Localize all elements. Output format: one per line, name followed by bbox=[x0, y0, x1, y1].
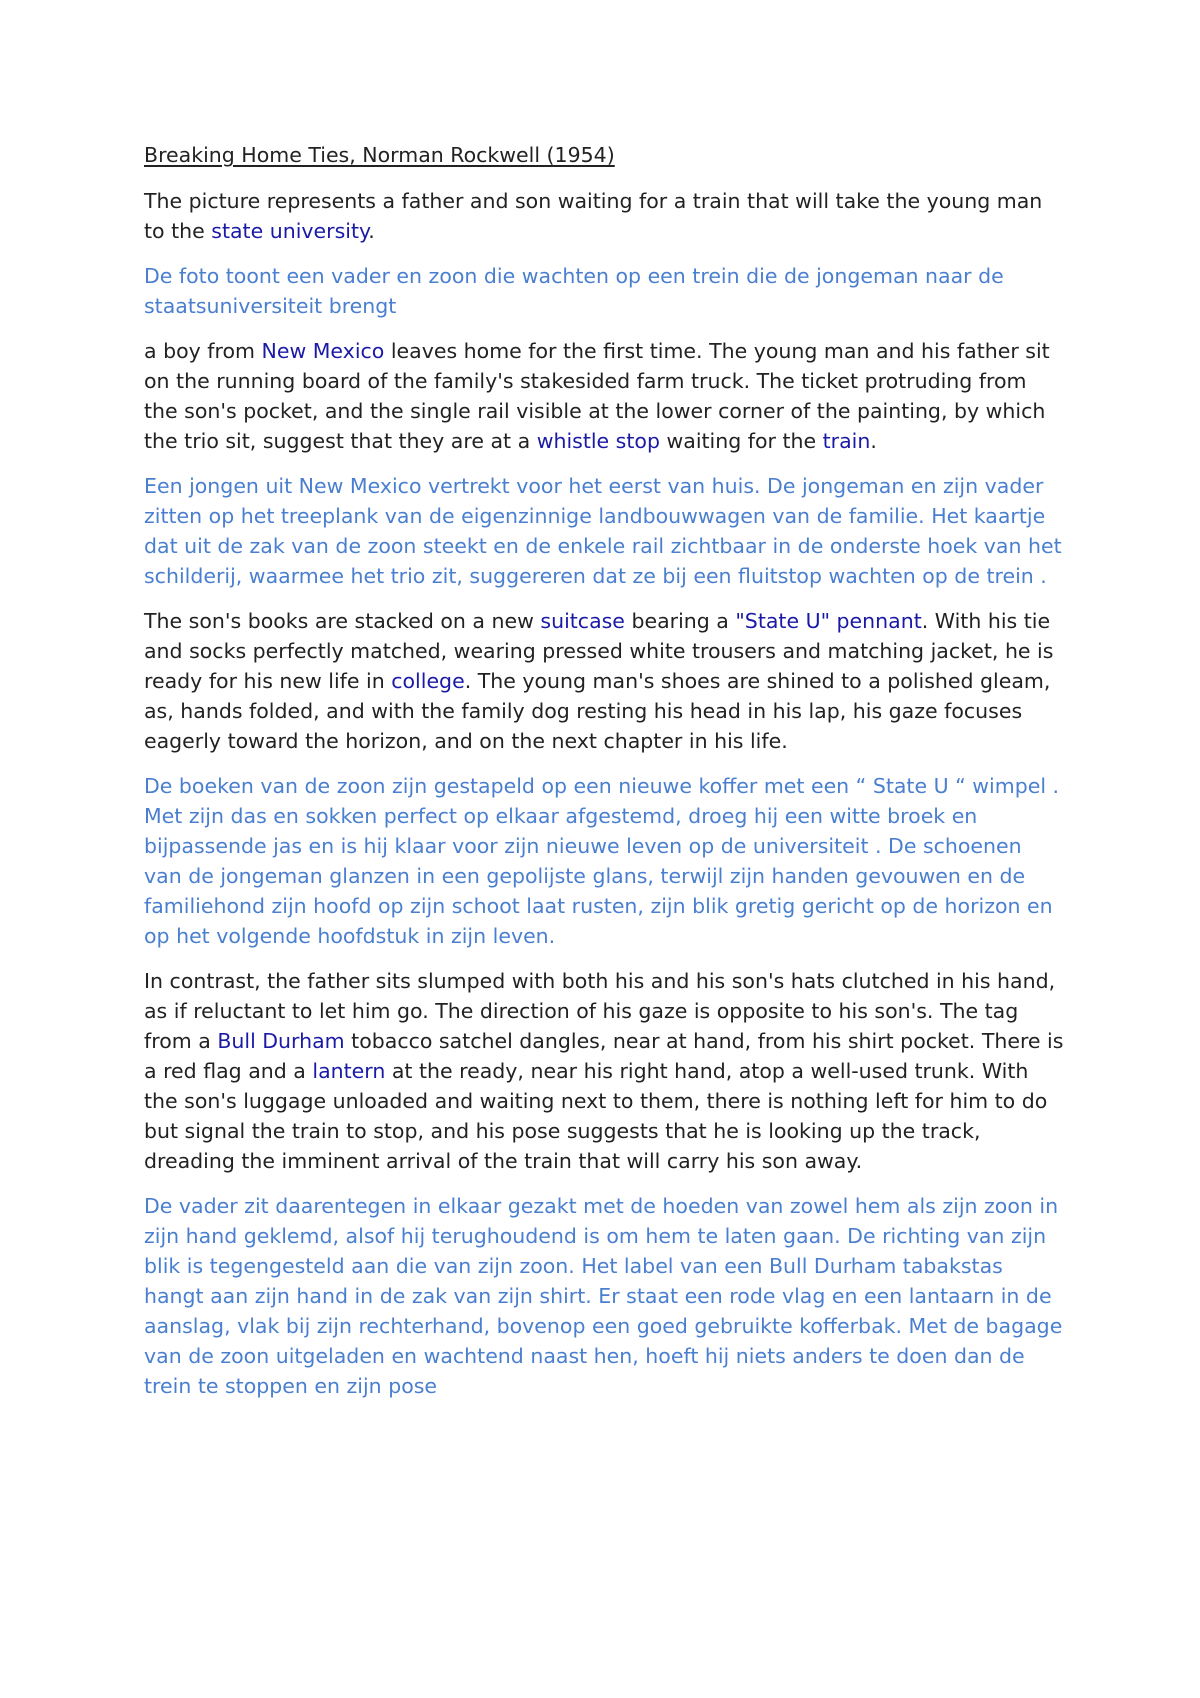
link-suitcase[interactable]: suitcase bbox=[540, 609, 625, 633]
document-title: Breaking Home Ties, Norman Rockwell (1954) bbox=[144, 143, 615, 167]
paragraph-nl-3: De boeken van de zoon zijn gestapeld op een nieuwe koffer met een “ State U “ wimpel . Met zijn das en sokken perfect op elkaar afgestemd, droeg hij een witte broek en bijpassende jas en is hij klaar voor zijn nieuwe leven op de universiteit . De schoenen van de jongeman glanzen in een gepolijste glans, terwijl zijn handen gevouwen en de familiehond zijn hoofd op zijn schoot laat rusten, zijn blik gretig gericht op de horizon en op het volgende hoofdstuk in zijn leven. bbox=[144, 774, 1060, 948]
text-span: The son's books are stacked on a new bbox=[144, 609, 541, 633]
link-lantern[interactable]: lantern bbox=[312, 1059, 386, 1083]
link-college[interactable]: college bbox=[391, 669, 465, 693]
document-page bbox=[144, 140, 1064, 1416]
paragraph-en-3 bbox=[144, 606, 1064, 756]
text-span: bearing a bbox=[624, 609, 736, 633]
link-new-mexico[interactable]: New Mexico bbox=[261, 339, 385, 363]
paragraph-en-2 bbox=[144, 336, 1064, 456]
text-span: . bbox=[870, 429, 877, 453]
link-whistle-stop[interactable]: whistle stop bbox=[536, 429, 660, 453]
link-state-u-pennant[interactable]: "State U" pennant bbox=[735, 609, 922, 633]
text-span: . bbox=[368, 219, 375, 243]
text-span: The picture represents a father and son waiting for a train that will take the young man to the bbox=[144, 189, 1043, 243]
link-bull-durham[interactable]: Bull Durham bbox=[217, 1029, 345, 1053]
paragraph-nl-1: De foto toont een vader en zoon die wachten op een trein die de jongeman naar de staatsuniversiteit brengt bbox=[144, 264, 1004, 318]
link-state-university[interactable]: state university bbox=[211, 219, 369, 243]
text-span: at the ready, near his right hand, atop a well-used trunk. With the son's luggage unloaded and waiting next to them, there is nothing left for him to do but signal the train to stop, and his pose suggests that he is looking up the track, dreading the imminent arrival of the train that will carry his son away. bbox=[144, 1059, 1048, 1173]
link-train[interactable]: train bbox=[822, 429, 871, 453]
text-span: leaves home for the first time. The young man and his father sit on the running board of the family's stakesided farm truck. The ticket protruding from the son's pocket, and the single rail visible at the lower corner of the painting, by which the trio sit, suggest that they are at a bbox=[144, 339, 1050, 453]
paragraph-en-4 bbox=[144, 966, 1064, 1176]
text-span: . With his tie and socks perfectly matched, wearing pressed white trousers and matching jacket, he is ready for his new life in bbox=[144, 609, 1054, 693]
text-span: . The young man's shoes are shined to a polished gleam, as, hands folded, and with the family dog resting his head in his lap, his gaze focuses eagerly toward the horizon, and on the next chapter in his life. bbox=[144, 669, 1051, 753]
text-span: waiting for the bbox=[659, 429, 823, 453]
paragraph-nl-4: De vader zit daarentegen in elkaar gezakt met de hoeden van zowel hem als zijn zoon in zijn hand geklemd, alsof hij terughoudend is om hem te laten gaan. De richting van zijn blik is tegengesteld aan die van zijn zoon. Het label van een Bull Durham tabakstas hangt aan zijn hand in de zak van zijn shirt. Er staat een rode vlag en een lantaarn in de aanslag, vlak bij zijn rechterhand, bovenop een goed gebruikte kofferbak. Met de bagage van de zoon uitgeladen en wachtend naast hen, hoeft hij niets anders te doen dan de trein te stoppen en zijn pose bbox=[144, 1194, 1063, 1398]
paragraph-en-1 bbox=[144, 186, 1064, 246]
paragraph-nl-2: Een jongen uit New Mexico vertrekt voor het eerst van huis. De jongeman en zijn vader zitten op het treeplank van de eigenzinnige landbouwwagen van de familie. Het kaartje dat uit de zak van de zoon steekt en de enkele rail zichtbaar in de onderste hoek van het schilderij, waarmee het trio zit, suggereren dat ze bij een fluitstop wachten op de trein . bbox=[144, 474, 1062, 588]
text-span: In contrast, the father sits slumped with both his and his son's hats clutched in his hand, as if reluctant to let him go. The direction of his gaze is opposite to his son's. The tag from a bbox=[144, 969, 1056, 1053]
text-span: a boy from bbox=[144, 339, 262, 363]
text-span: tobacco satchel dangles, near at hand, from his shirt pocket. There is a red flag and a bbox=[144, 1029, 1064, 1083]
